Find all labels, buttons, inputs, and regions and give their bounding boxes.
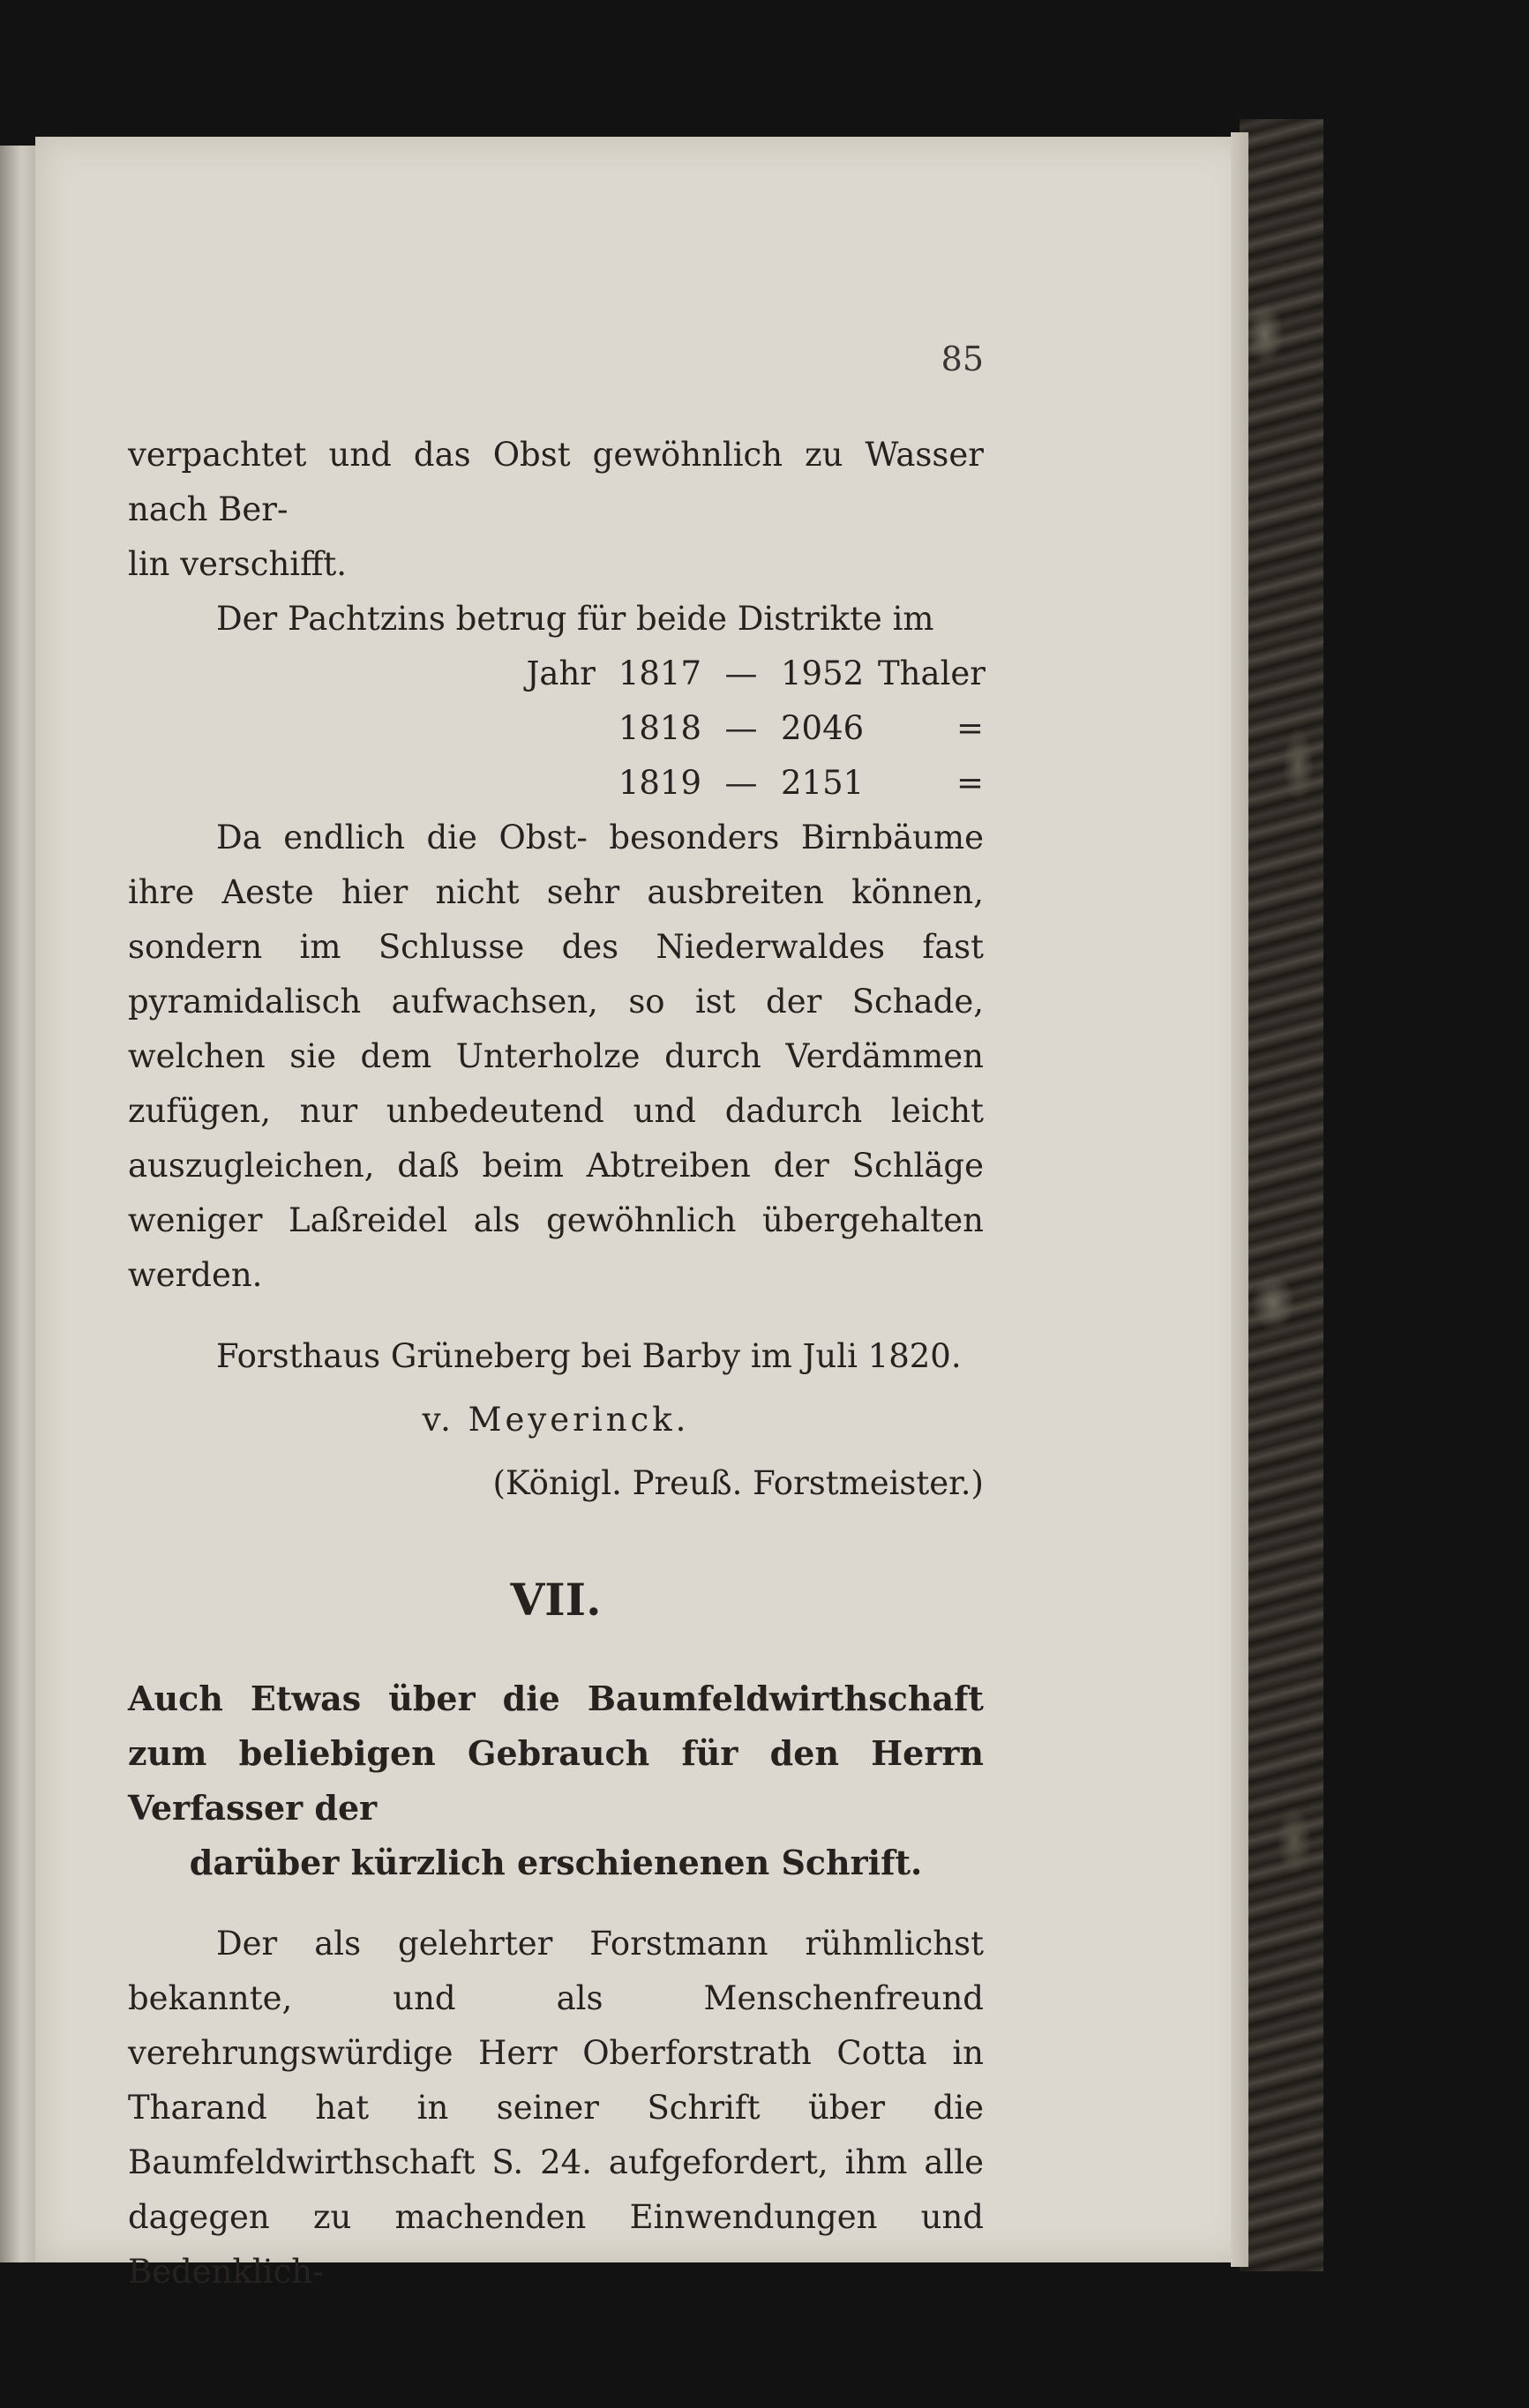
lease-row-year: 1819 bbox=[618, 764, 701, 802]
left-page-edge bbox=[0, 146, 35, 2262]
lease-row-year: 1818 bbox=[618, 709, 701, 747]
lease-row-dash: — bbox=[724, 764, 758, 802]
lease-row-unit: = bbox=[956, 709, 984, 747]
lease-lead: Der Pachtzins betrug für beide Distrikte im bbox=[216, 600, 934, 638]
section-number: VII. bbox=[510, 1574, 602, 1626]
lease-row-amount: 1952 bbox=[781, 654, 865, 692]
lease-row-dash: — bbox=[724, 709, 758, 747]
lease-row-amount: 2046 bbox=[781, 709, 865, 747]
author-role: (Königl. Preuß. Forstmeister.) bbox=[492, 1464, 984, 1502]
lease-row-year: 1817 bbox=[618, 654, 701, 692]
section-heading: Auch Etwas über die Baumfeldwirthschaft zum beliebigen Gebrauch für den Herrn Verfasser der bbox=[128, 1679, 984, 1828]
lease-row bbox=[128, 647, 984, 701]
lease-row-unit: = bbox=[956, 764, 984, 802]
lease-row-unit: Thaler bbox=[878, 654, 986, 692]
intro-line-1: verpachtet und das Obst gewöhnlich zu Wasser nach Ber- bbox=[128, 436, 984, 528]
lease-row-label bbox=[490, 701, 596, 756]
paragraph-trees: Da endlich die Obst- besonders Birnbäume ihre Aeste hier nicht sehr ausbreiten können, sondern im Schlusse des Niederwaldes fast pyramidalisch aufwachsen, so ist der Schade, welchen sie dem Unterholze durch Verdämmen zufügen, nur unbedeutend und dadurch leicht auszugleichen, daß beim Abtreiben der Schläge weniger Laßreidel als gewöhnlich übergehalten werden. bbox=[128, 819, 984, 1294]
section-heading-last-line: darüber kürzlich erschienenen Schrift. bbox=[189, 1843, 923, 1882]
lease-row-dash: — bbox=[724, 654, 758, 692]
paragraph-cotta: Der als gelehrter Forstmann rühmlichst bekannte, und als Menschenfreund verehrungswürdige Herr Oberforstrath Cotta in Tharand hat in seiner Schrift über die Baumfeldwirthschaft S. 24. aufgefordert, ihm alle dagegen zu machenden Einwendungen und Bedenklich- bbox=[128, 1925, 984, 2291]
page-text bbox=[128, 335, 984, 2300]
lease-row bbox=[128, 701, 984, 756]
page-number: 85 bbox=[941, 340, 984, 378]
lease-row-amount: 2151 bbox=[781, 764, 865, 802]
place-date: Forsthaus Grüneberg bei Barby im Juli 1820. bbox=[216, 1337, 962, 1375]
marbled-book-cover bbox=[1240, 119, 1323, 2271]
lease-row-label bbox=[490, 756, 596, 811]
page-stack-edge bbox=[1231, 132, 1248, 2267]
author-signature: v. Meyerinck. bbox=[422, 1401, 690, 1439]
intro-line-2: lin verschifft. bbox=[128, 545, 348, 583]
lease-row-label: Jahr bbox=[526, 654, 596, 692]
lease-row bbox=[128, 756, 984, 811]
